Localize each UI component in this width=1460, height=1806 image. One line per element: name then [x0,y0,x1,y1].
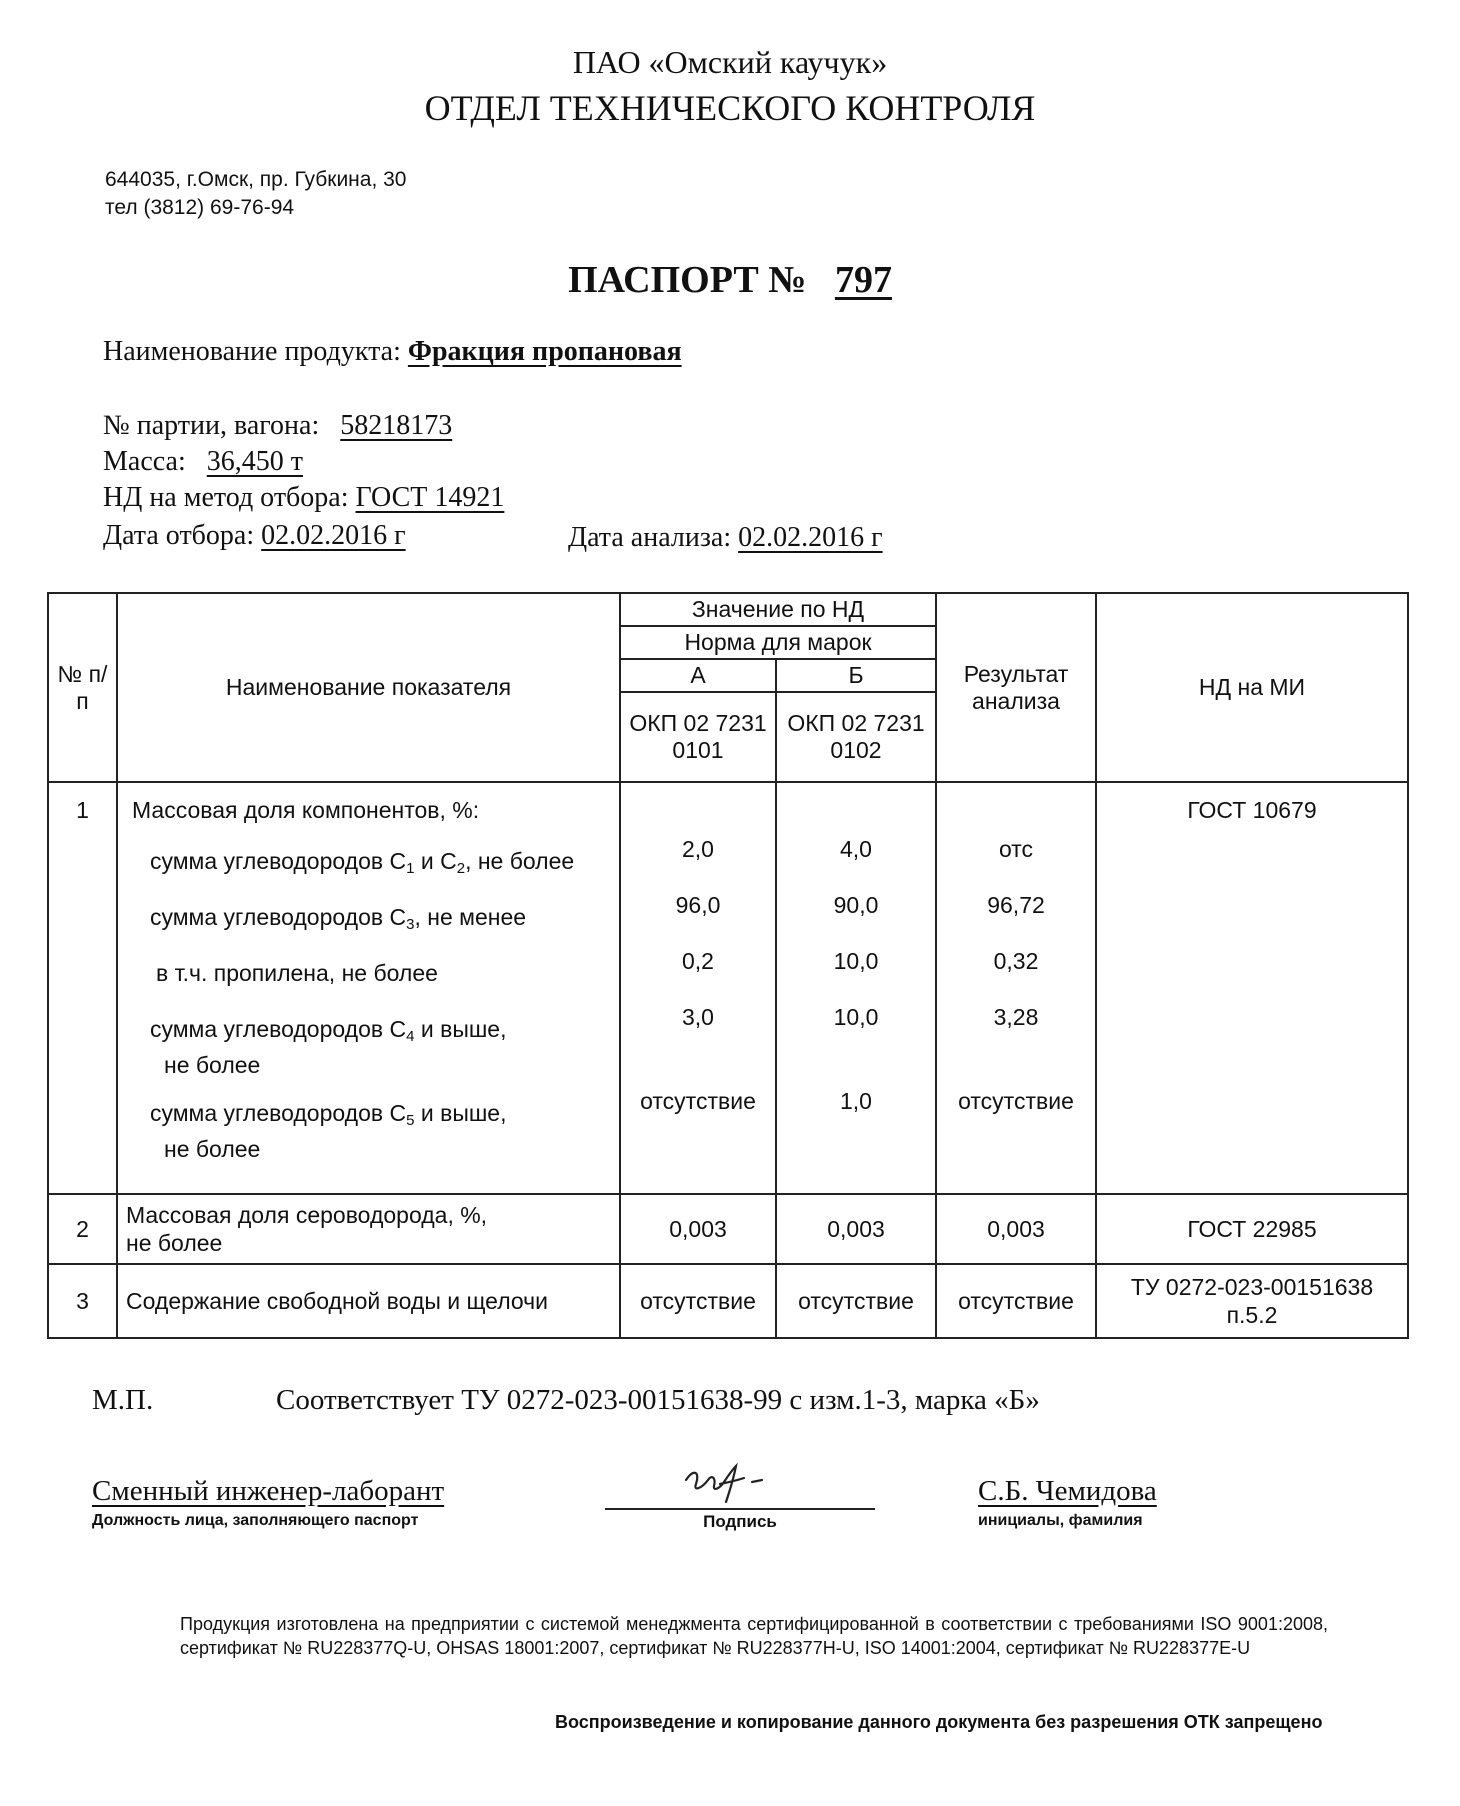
row1-item1-a: 2,0 [682,836,714,862]
row1-item5-b: 1,0 [840,1088,872,1114]
row3-name: Содержание свободной воды и щелочи [117,1264,620,1338]
conformity-statement: Соответствует ТУ 0272-023-00151638-99 с изм.1-3, марка «Б» [276,1384,1040,1416]
signature-caption: Подпись [703,1512,777,1531]
signer-name: С.Б. Чемидова [978,1475,1157,1507]
row1-num [48,782,117,1194]
row2-name-line1: Массовая доля сероводорода, %, [126,1202,488,1228]
handwritten-signature [680,1462,780,1508]
phone: тел (3812) 69-76-94 [105,196,295,219]
address-block [105,166,406,222]
row1-item3-b: 10,0 [833,948,879,974]
row1-item4-result: 3,28 [993,1004,1039,1030]
row3-grade-a: отсутствие [620,1264,776,1338]
row1-item3-a: 0,2 [682,948,714,974]
method-field [103,480,504,516]
product-label: Наименование продукта: [103,336,401,367]
address: 644035, г.Омск, пр. Губкина, 30 [105,168,407,191]
header-nd-mi: НД на МИ [1096,593,1408,782]
position-caption: Должность лица, заполняющего паспорт [92,1512,419,1529]
row1-item3-name: в т.ч. пропилена, не более [156,960,438,986]
row2-num: 2 [48,1194,117,1264]
passport-number: 797 [834,259,892,301]
row3-nd-line1: ТУ 0272-023-00151638 [1130,1274,1374,1300]
row3-nd-line2: п.5.2 [1226,1302,1278,1328]
row2-name-line2: не более [126,1230,223,1256]
position-block [92,1474,444,1530]
position-title: Сменный инженер-лаборант [92,1475,445,1507]
row1-grade-b [776,782,936,1194]
row2-nd-mi: ГОСТ 22985 [1096,1194,1408,1264]
row1-item5-result: отсутствие [958,1088,1074,1114]
analysis-date-label: Дата анализа: [568,522,732,553]
header-grade-a: А [620,659,776,692]
method-label: НД на метод отбора: [103,482,349,513]
row1-item2-b: 90,0 [833,892,879,918]
sample-date-field [103,518,406,554]
row1-nd-mi [1096,782,1408,1194]
mass-label: Масса: [103,446,186,477]
sample-date-label: Дата отбора: [103,520,255,551]
organization-name: ПАО «Омский каучук» [572,44,888,80]
row1-item1-name: сумма углеводородов $C_1$ и $C_2$, не более [150,848,575,877]
indicators-table [47,592,1409,1339]
name-caption: инициалы, фамилия [978,1512,1143,1529]
row3-num: 3 [48,1264,117,1338]
row1-item4-a: 3,0 [682,1004,714,1030]
name-block [978,1474,1157,1530]
sample-date-value: 02.02.2016 г [261,520,406,551]
passport-title [0,256,1460,304]
row2-grade-a: 0,003 [620,1194,776,1264]
row1-result [936,782,1096,1194]
certification-note: Продукция изготовлена на предприятии с системой менеджмента сертифицированной в соответствии с требованиями ISO 9001:2008, сертификат № RU228377Q-U, OHSAS 18001:2007, сертификат № RU228377H-U, ISO 14001:2004, сертификат № RU228377E-U [180,1614,1328,1658]
header-indicator-name: Наименование показателя [117,593,620,782]
batch-field [103,408,452,444]
row2-result: 0,003 [936,1194,1096,1264]
row1-item3-result: 0,32 [993,948,1039,974]
mass-field [103,444,303,480]
analysis-date-value: 02.02.2016 г [738,522,883,553]
header-grade-b: Б [776,659,936,692]
copyright-note: Воспроизведение и копирование данного документа без разрешения ОТК запрещено [555,1712,1323,1732]
row1-item4-name: сумма углеводородов $C_4$ и выше, не более [150,1016,507,1078]
passport-label: ПАСПОРТ № [568,259,807,301]
department-name: ОТДЕЛ ТЕХНИЧЕСКОГО КОНТРОЛЯ [424,88,1036,128]
header-num: № п/п [48,593,117,782]
row1-item2-name: сумма углеводородов $C_3$, не менее [150,904,527,933]
row1-item1-b: 4,0 [840,836,872,862]
signature-line [605,1508,875,1510]
method-value: ГОСТ 14921 [355,482,505,513]
row1-item2-result: 96,72 [987,892,1045,918]
row1-nd-text: ГОСТ 10679 [1187,797,1317,823]
row3-nd-mi [1096,1264,1408,1338]
row3-result: отсутствие [936,1264,1096,1338]
row3-grade-b: отсутствие [776,1264,936,1338]
stamp-place: М.П. [92,1384,154,1416]
mass-value: 36,450 т [206,446,303,477]
header-result: Результат анализа [936,593,1096,782]
row2-name [117,1194,620,1264]
analysis-date-field [568,520,883,556]
header-okp-b: ОКП 02 7231 0102 [776,692,936,782]
product-value: Фракция пропановая [407,336,682,367]
header-norm: Норма для марок [620,626,936,659]
row1-item2-a: 96,0 [675,892,721,918]
row1-item5-a: отсутствие [640,1088,756,1114]
header-okp-a: ОКП 02 7231 0101 [620,692,776,782]
row2-grade-b: 0,003 [776,1194,936,1264]
header-nd-value: Значение по НД [620,593,936,626]
row1-item4-b: 10,0 [833,1004,879,1030]
product-field [103,334,682,370]
batch-value: 58218173 [340,410,453,441]
row1-num-text: 1 [76,797,89,823]
batch-label: № партии, вагона: [103,410,320,441]
row1-item5-name: сумма углеводородов $C_5$ и выше, не более [150,1100,507,1162]
row1-name [117,782,620,1194]
row1-grade-a [620,782,776,1194]
row1-item1-result: отс [998,836,1034,862]
row1-title: Массовая доля компонентов, %: [132,797,480,823]
